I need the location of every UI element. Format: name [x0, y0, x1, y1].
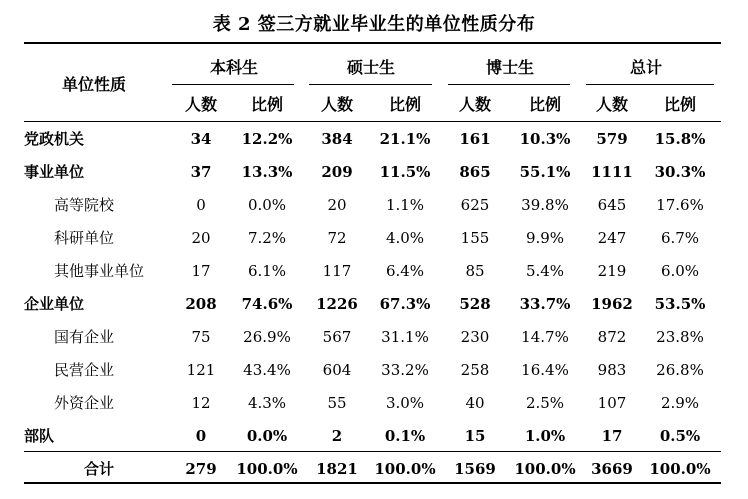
table-cell: 117 [322, 261, 352, 280]
group-underline [586, 84, 714, 85]
table-cell: 23.8% [656, 327, 704, 346]
table-cell: 21.1% [379, 129, 431, 148]
table-cell: 1226 [316, 294, 358, 313]
row-label: 国有企业 [54, 328, 115, 346]
table-cell: 15.8% [654, 129, 706, 148]
table-cell: 0.5% [659, 426, 701, 445]
header-sub: 人数 [184, 95, 217, 114]
table-cell: 983 [597, 360, 627, 379]
table-cell: 17 [191, 261, 211, 280]
table-cell: 7.2% [247, 228, 287, 247]
table-cell: 3669 [591, 459, 633, 478]
table-cell: 15 [464, 426, 486, 445]
table-cell: 4.0% [385, 228, 425, 247]
table-cell: 72 [327, 228, 347, 247]
table-cell: 55.1% [519, 162, 571, 181]
table-cell: 865 [459, 162, 491, 181]
header-sub: 比例 [250, 95, 283, 114]
table-cell: 16.4% [521, 360, 569, 379]
table-cell: 26.8% [656, 360, 704, 379]
table-cell: 4.3% [247, 393, 287, 412]
table-cell: 1.0% [524, 426, 566, 445]
table-cell: 2 [331, 426, 343, 445]
row-label: 企业单位 [24, 295, 85, 313]
header-group: 硕士生 [346, 58, 395, 77]
table-cell: 6.1% [247, 261, 287, 280]
table-cell: 33.2% [381, 360, 429, 379]
table-cell: 0 [195, 426, 207, 445]
table-cell: 14.7% [521, 327, 569, 346]
header-sub: 人数 [458, 95, 491, 114]
group-underline [309, 84, 432, 85]
table-cell: 6.4% [385, 261, 425, 280]
table-cell: 100.0% [514, 459, 576, 478]
table-cell: 5.4% [525, 261, 565, 280]
row-label: 民营企业 [54, 361, 115, 379]
table-cell: 2.9% [660, 393, 700, 412]
table-cell: 208 [185, 294, 217, 313]
header-group: 总计 [629, 58, 662, 77]
row-label: 外资企业 [54, 394, 115, 412]
table-cell: 13.3% [241, 162, 293, 181]
row-label: 合计 [83, 460, 114, 478]
table-cell: 67.3% [379, 294, 431, 313]
table-cell: 0 [196, 195, 206, 214]
header-sub: 人数 [320, 95, 353, 114]
row-label: 高等院校 [54, 196, 115, 214]
table-cell: 230 [460, 327, 490, 346]
table-cell: 30.3% [654, 162, 706, 181]
table-cell: 12.2% [241, 129, 293, 148]
table-cell: 625 [460, 195, 490, 214]
table-cell: 0.0% [247, 195, 287, 214]
group-underline [172, 84, 294, 85]
table-cell: 74.6% [241, 294, 293, 313]
row-label: 部队 [24, 427, 55, 445]
table-cell: 43.4% [243, 360, 291, 379]
table-cell: 20 [191, 228, 211, 247]
table-cell: 107 [597, 393, 627, 412]
table-cell: 1.1% [385, 195, 425, 214]
row-label: 事业单位 [24, 163, 85, 181]
header-row-label: 单位性质 [61, 75, 126, 94]
table-cell: 39.8% [521, 195, 569, 214]
table-cell: 1569 [454, 459, 496, 478]
table-cell: 1111 [591, 162, 633, 181]
table-cell: 604 [322, 360, 352, 379]
row-label: 党政机关 [24, 130, 85, 148]
table-cell: 10.3% [519, 129, 571, 148]
header-group: 博士生 [485, 58, 534, 77]
group-underline [448, 84, 570, 85]
header-sub: 比例 [528, 95, 561, 114]
table-cell: 9.9% [525, 228, 565, 247]
table-cell: 1821 [316, 459, 358, 478]
table-cell: 55 [327, 393, 347, 412]
table-cell: 2.5% [525, 393, 565, 412]
header-sub: 比例 [388, 95, 421, 114]
table-cell: 100.0% [236, 459, 298, 478]
table-cell: 100.0% [374, 459, 436, 478]
row-label: 其他事业单位 [54, 262, 145, 280]
header-group: 本科生 [209, 58, 258, 77]
table-cell: 6.0% [660, 261, 700, 280]
row-label: 科研单位 [54, 229, 115, 247]
table-cell: 33.7% [519, 294, 571, 313]
table-cell: 579 [596, 129, 628, 148]
table-cell: 17 [601, 426, 623, 445]
table-cell: 26.9% [243, 327, 291, 346]
table-cell: 11.5% [379, 162, 431, 181]
table-cell: 12 [191, 393, 211, 412]
header-sub: 比例 [663, 95, 696, 114]
table-cell: 75 [191, 327, 211, 346]
table-cell: 209 [321, 162, 353, 181]
table-cell: 0.1% [384, 426, 426, 445]
table-cell: 645 [597, 195, 627, 214]
header-sub: 人数 [595, 95, 628, 114]
table-cell: 40 [465, 393, 485, 412]
table-cell: 3.0% [385, 393, 425, 412]
table-title: 表 2 签三方就业毕业生的单位性质分布 [212, 14, 536, 35]
table-cell: 34 [190, 129, 212, 148]
table-cell: 279 [185, 459, 217, 478]
table-cell: 31.1% [381, 327, 429, 346]
table-cell: 567 [322, 327, 352, 346]
table-cell: 6.7% [660, 228, 700, 247]
table-cell: 53.5% [654, 294, 706, 313]
table-cell: 247 [597, 228, 627, 247]
table-cell: 85 [465, 261, 485, 280]
table-cell: 1962 [591, 294, 633, 313]
table-cell: 17.6% [656, 195, 704, 214]
table-cell: 258 [460, 360, 490, 379]
data-table [24, 42, 721, 484]
table-cell: 37 [190, 162, 212, 181]
table-cell: 100.0% [649, 459, 711, 478]
table-cell: 0.0% [246, 426, 288, 445]
table-cell: 384 [321, 129, 353, 148]
table-cell: 872 [597, 327, 627, 346]
table-cell: 20 [327, 195, 347, 214]
top-rule [24, 42, 721, 44]
table-cell: 528 [459, 294, 491, 313]
table-cell: 121 [186, 360, 216, 379]
table-cell: 161 [459, 129, 491, 148]
table-cell: 219 [597, 261, 627, 280]
table-cell: 155 [460, 228, 490, 247]
